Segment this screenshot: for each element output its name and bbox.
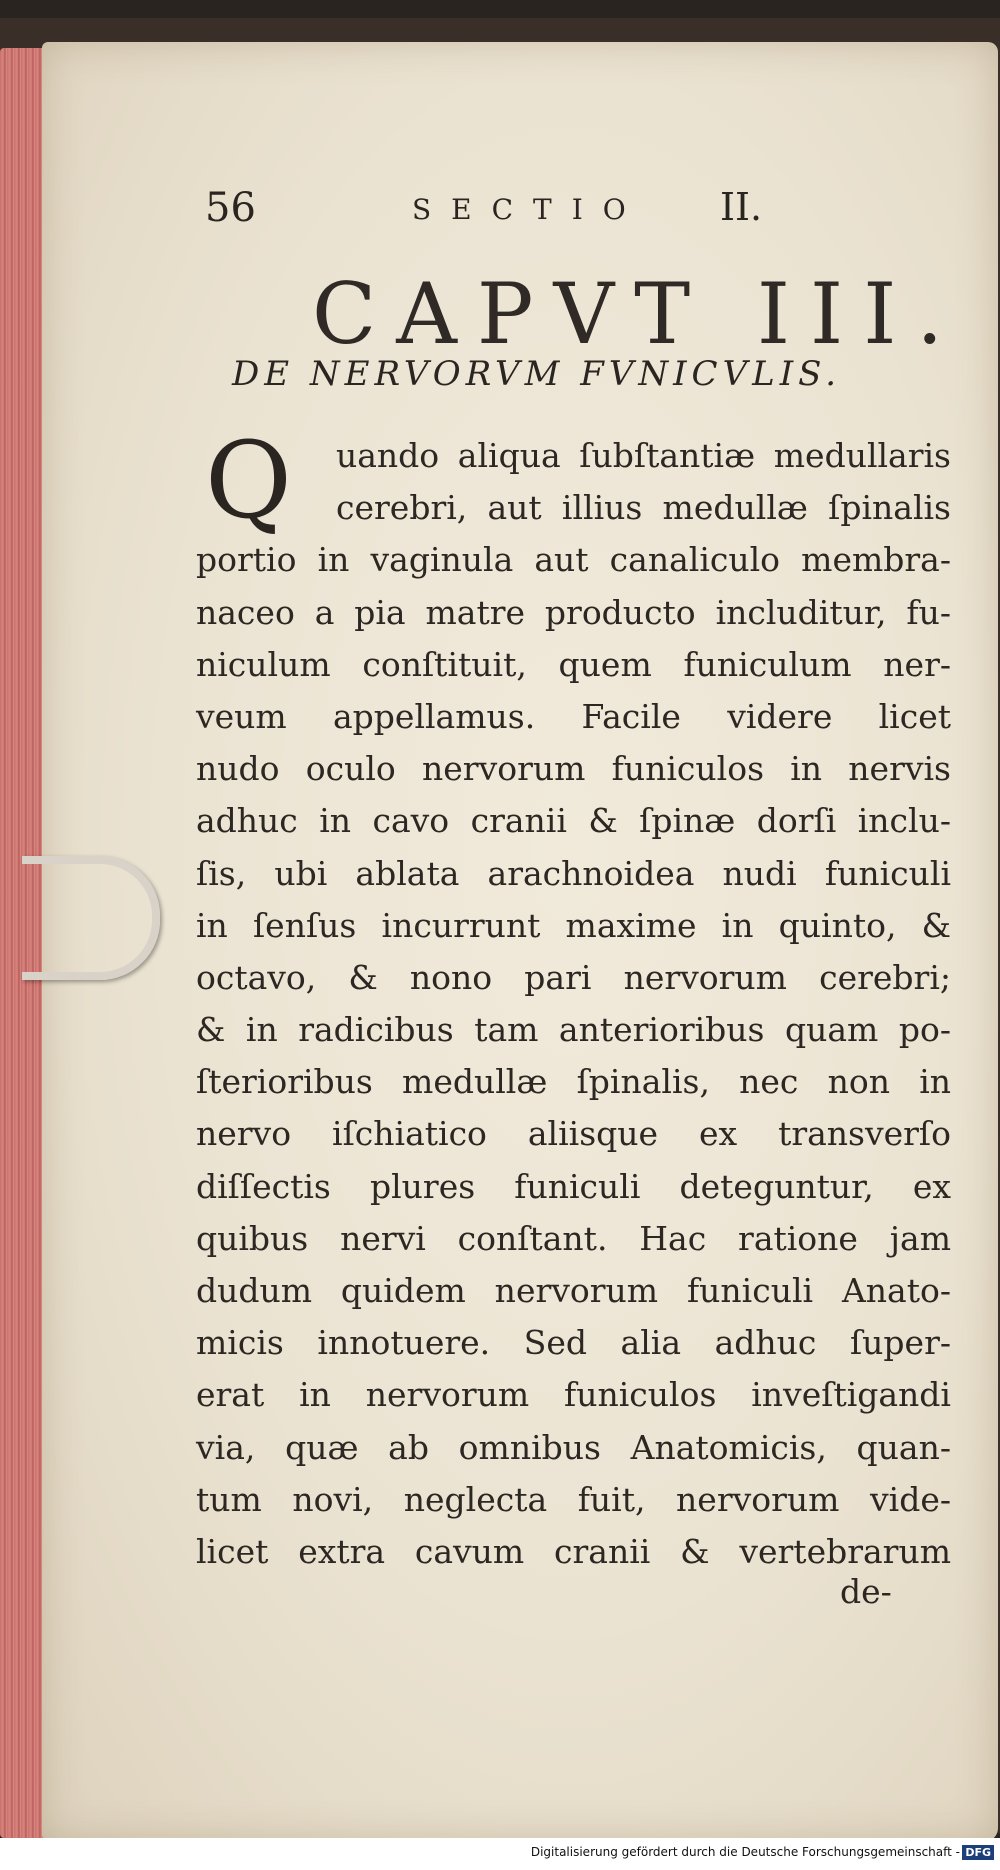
running-section: II. bbox=[720, 185, 763, 229]
drop-cap: Q bbox=[205, 419, 292, 542]
text-line: naceo a pia matre producto includitur, fu- bbox=[196, 592, 951, 632]
dfg-logo: DFG bbox=[962, 1845, 994, 1860]
text-line: diſſectis plures funiculi deteguntur, ex bbox=[196, 1166, 951, 1206]
catchword: de- bbox=[840, 1572, 892, 1611]
text-line: tum novi, neglecta fuit, nervorum vide- bbox=[196, 1479, 951, 1519]
text-line: via, quæ ab omnibus Anatomicis, quan- bbox=[196, 1427, 951, 1467]
text-line: quibus nervi conſtant. Hac ratione jam bbox=[196, 1218, 951, 1258]
body-text bbox=[196, 419, 951, 1578]
text-line: niculum conſtituit, quem funiculum ner- bbox=[196, 644, 951, 684]
text-line: portio in vaginula aut canaliculo membra- bbox=[196, 540, 951, 580]
text-line: octavo, & nono pari nervorum cerebri; bbox=[196, 957, 951, 997]
text-line: nervo iſchiatico aliisque ex transverſo bbox=[196, 1114, 951, 1154]
paper-clip-icon bbox=[22, 856, 160, 980]
footer-bar bbox=[0, 1838, 1000, 1870]
text-line: nudo oculo nervorum funiculos in nervis bbox=[196, 749, 951, 789]
text-line: adhuc in cavo cranii & ſpinæ dorſi inclu- bbox=[196, 801, 951, 841]
text-line: cerebri, aut illius medullæ ſpinalis bbox=[336, 488, 951, 528]
running-head bbox=[205, 185, 775, 235]
chapter-subtitle: DE NERVORVM FVNICVLIS. bbox=[232, 354, 842, 394]
text-line: uando aliqua ſubſtantiæ medullaris bbox=[336, 436, 951, 475]
text-line: & in radicibus tam anterioribus quam po- bbox=[196, 1010, 951, 1050]
text-line: dudum quidem nervorum funiculi Anato- bbox=[196, 1271, 951, 1310]
funding-credit: Digitalisierung gefördert durch die Deutsche Forschungsgemeinschaft - bbox=[530, 1845, 960, 1859]
text-line: ſterioribus medullæ ſpinalis, nec non in bbox=[196, 1062, 951, 1102]
text-line: in ſenſus incurrunt maxime in quinto, & bbox=[196, 905, 951, 945]
text-line: micis innotuere. Sed alia adhuc ſuper- bbox=[196, 1323, 951, 1363]
text-line: erat in nervorum funiculos inveſtigandi bbox=[196, 1375, 951, 1415]
text-line: ſis, ubi ablata arachnoidea nudi funiculi bbox=[196, 853, 951, 893]
running-title: SECTIO bbox=[412, 193, 646, 226]
page-number: 56 bbox=[205, 185, 256, 231]
text-line: veum appellamus. Facile videre licet bbox=[196, 696, 951, 736]
text-line: licet extra cavum cranii & vertebrarum bbox=[196, 1531, 951, 1571]
chapter-title: CAPVT III. bbox=[312, 265, 964, 363]
